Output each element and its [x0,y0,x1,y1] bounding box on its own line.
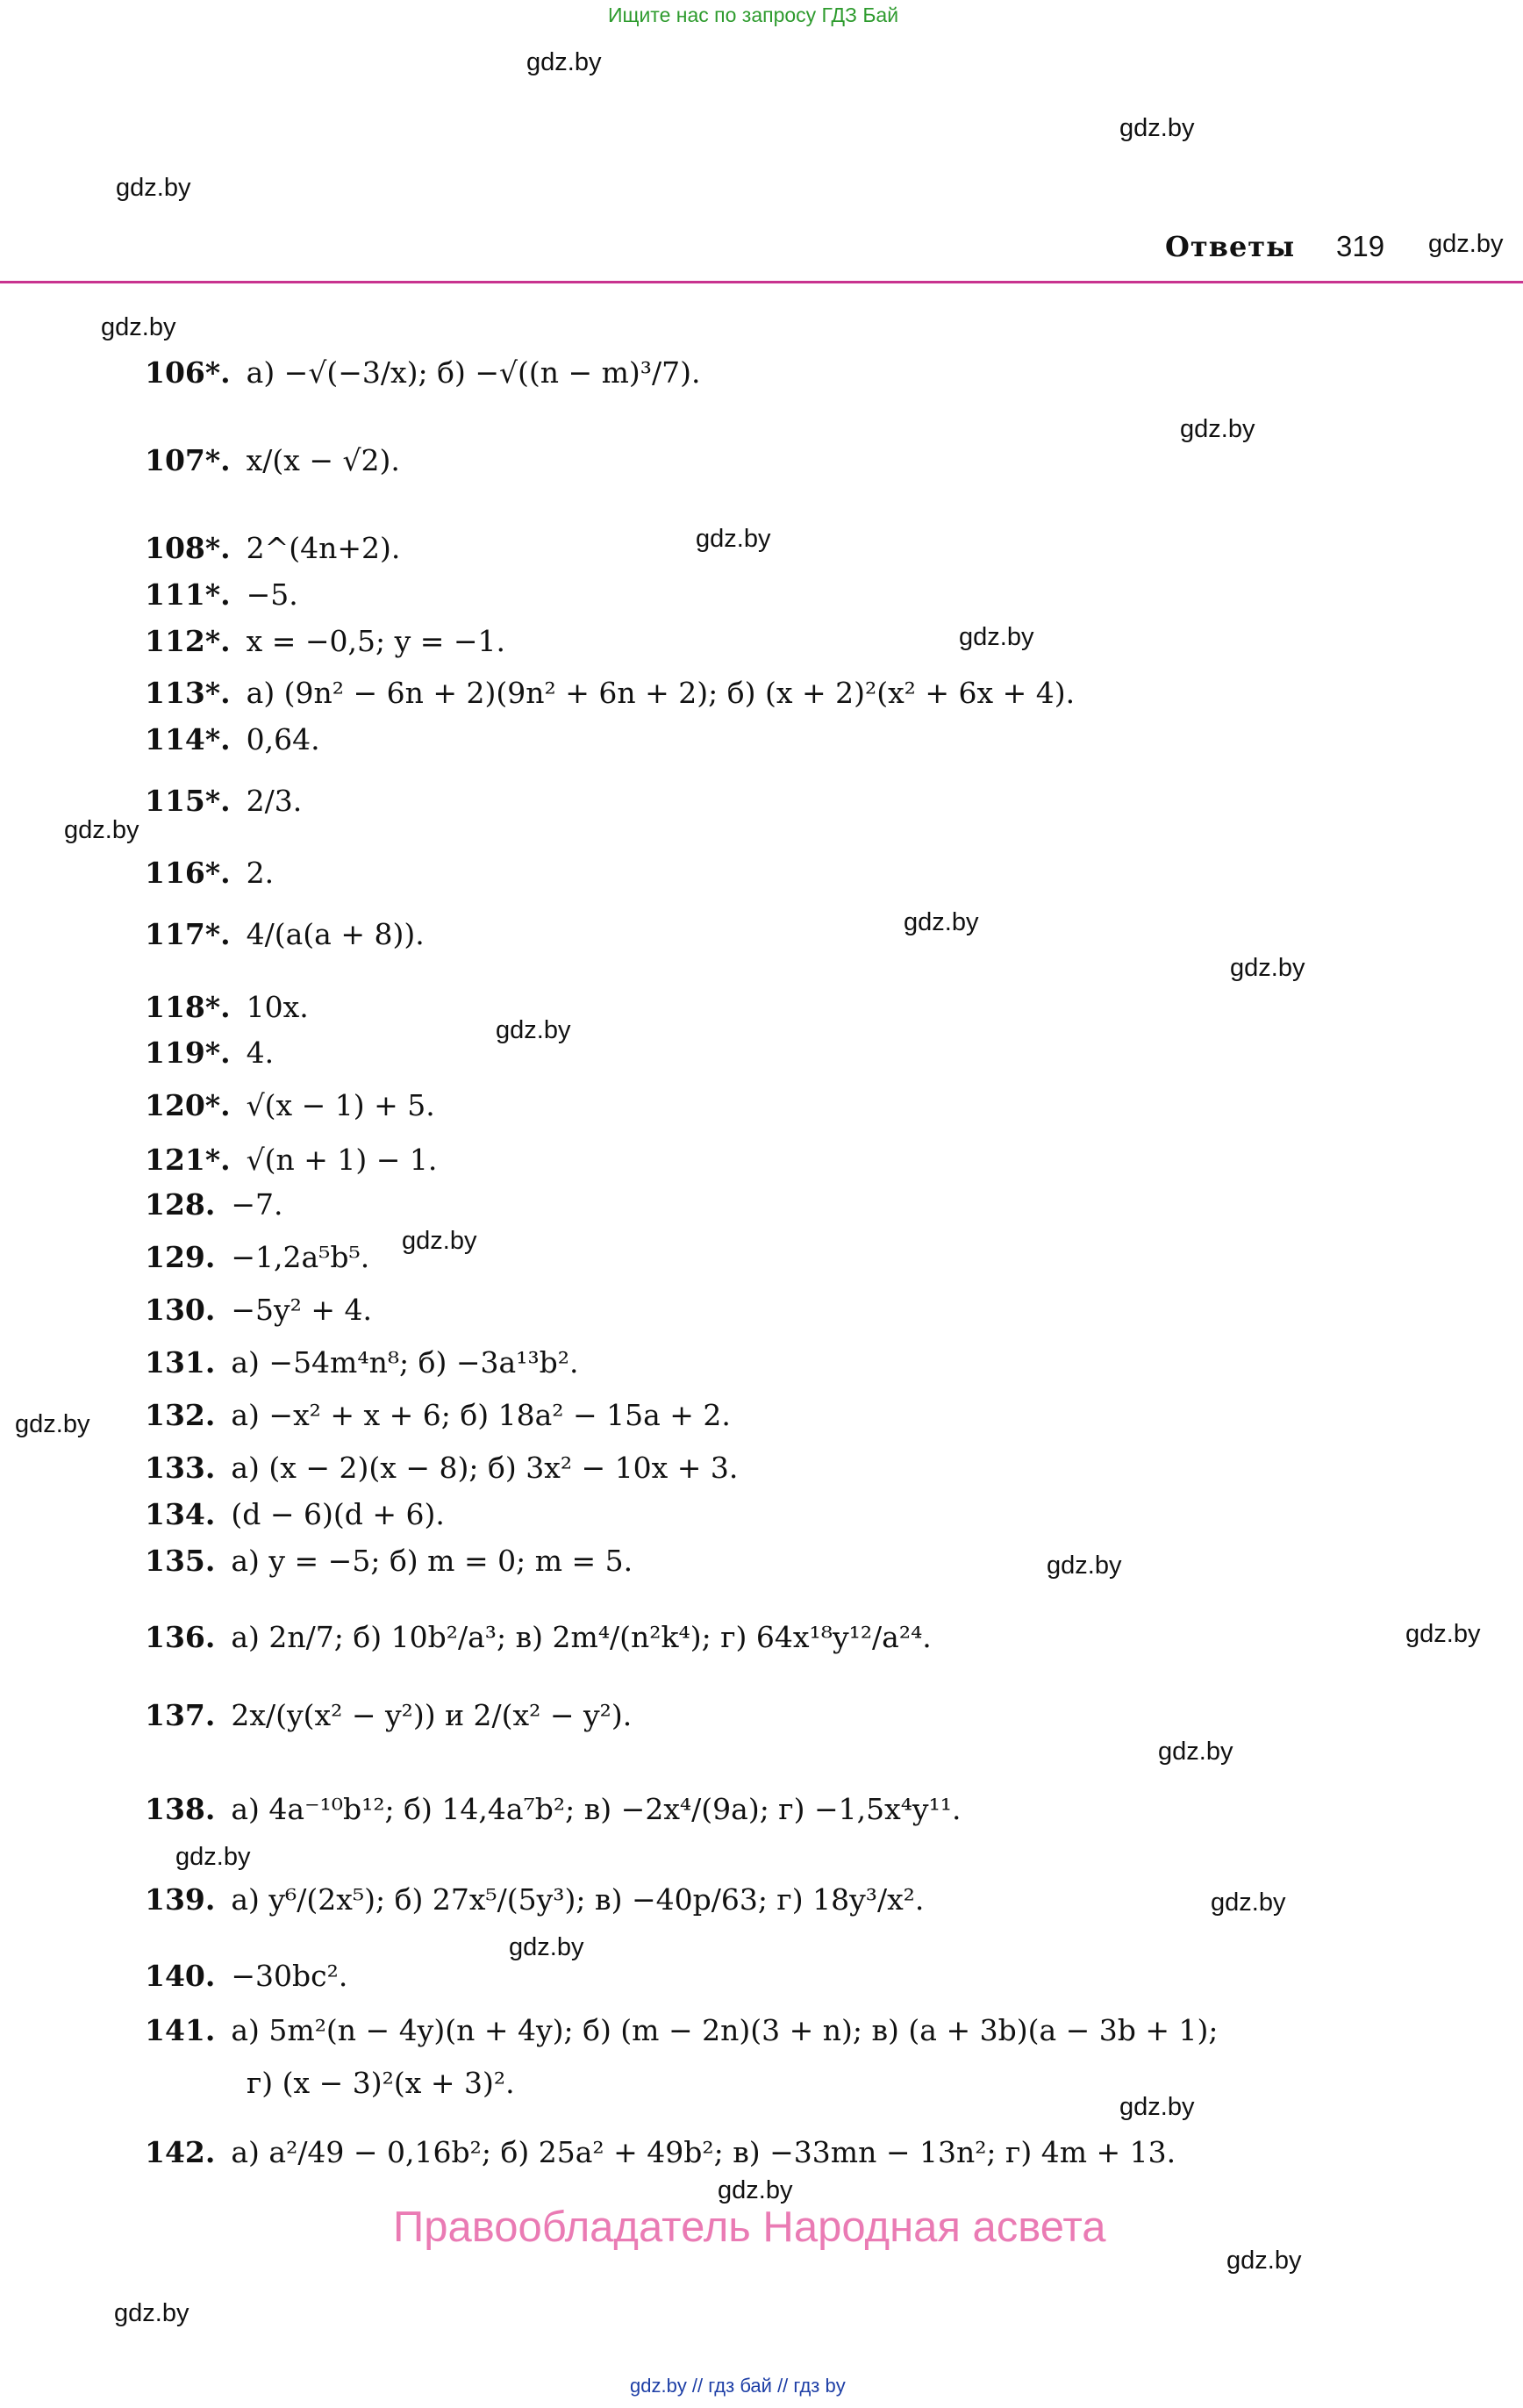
answer-number: 131. [145,1345,216,1380]
watermark: gdz.by [526,48,602,76]
answer-121 [145,1143,437,1178]
answer-137 [145,1698,632,1733]
watermark: gdz.by [64,816,139,844]
answer-text: √(n + 1) − 1. [246,1143,438,1177]
answer-number: 112*. [145,624,231,658]
answer-106 [145,355,701,391]
answer-text: −30bc². [231,1959,348,1993]
answer-text: x = −0,5; y = −1. [246,624,506,658]
answer-text: а) 4a⁻¹⁰b¹²; б) 14,4a⁷b²; в) −2x⁴/(9a); г) −1,5x⁴y¹¹. [231,1792,962,1826]
answer-117 [145,917,425,952]
watermark: gdz.by [1047,1552,1122,1580]
footer-links: gdz.by // гдз бай // гдз by [630,2375,846,2397]
answer-118 [145,990,309,1025]
watermark: gdz.by [1230,954,1305,982]
answer-129 [145,1240,369,1275]
answer-text: а) y⁶/(2x⁵); б) 27x⁵/(5y³); в) −40p/63; г) 18y³/x². [231,1882,925,1917]
answer-number: 135. [145,1544,216,1578]
answer-number: 141. [145,2013,216,2047]
answer-141 [145,2013,1219,2048]
copyright-notice: Правообладатель Народная асвета [393,2204,1106,2251]
watermark: gdz.by [718,2176,793,2204]
answer-119 [145,1036,274,1071]
answer-139 [145,1882,924,1917]
answer-text: а) y = −5; б) m = 0; m = 5. [231,1544,633,1578]
answer-number: 114*. [145,722,231,756]
answer-number: 119*. [145,1036,231,1070]
answer-text: г) (x − 3)²(x + 3)². [247,2066,515,2100]
answer-text: а) a²/49 − 0,16b²; б) 25a² + 49b²; в) −33mn − 13n²; г) 4m + 13. [231,2135,1176,2169]
watermark: gdz.by [116,174,191,202]
answer-132 [145,1398,731,1433]
answer-number: 140. [145,1959,216,1993]
answer-number: 118*. [145,990,231,1024]
answer-number: 120*. [145,1088,231,1122]
answer-number: 133. [145,1451,216,1485]
answer-number: 129. [145,1240,216,1274]
answer-text: 0,64. [246,722,320,756]
answer-number: 134. [145,1497,216,1531]
answer-number: 107*. [145,443,231,477]
answer-134 [145,1497,445,1532]
answer-number: 106*. [145,355,231,390]
answer-text: 10x. [246,990,309,1024]
answer-text: −5y² + 4. [231,1293,373,1327]
answer-136 [145,1620,932,1655]
answer-text: 4/(a(a + 8)). [246,917,425,951]
watermark: gdz.by [696,525,771,553]
watermark: gdz.by [1158,1738,1233,1766]
watermark: gdz.by [114,2299,189,2327]
watermark: gdz.by [496,1016,571,1044]
header-title: Ответы [1165,230,1296,263]
answer-text: а) 5m²(n − 4y)(n + 4y); б) (m − 2n)(3 + n); в) (a + 3b)(a − 3b + 1); [231,2013,1219,2047]
answer-text: −7. [231,1187,283,1222]
answer-114 [145,722,320,757]
answer-text: а) 2n/7; б) 10b²/a³; в) 2m⁴/(n²k⁴); г) 64x¹⁸y¹²/a²⁴. [231,1620,932,1654]
watermark: gdz.by [1428,230,1504,258]
answer-text: а) −x² + x + 6; б) 18a² − 15a + 2. [231,1398,731,1432]
watermark: gdz.by [1211,1888,1286,1917]
answer-text: −1,2a⁵b⁵. [231,1240,370,1274]
watermark: gdz.by [1226,2247,1302,2275]
answer-text: 2. [246,856,275,890]
answer-number: 121*. [145,1143,231,1177]
answer-text: 2x/(y(x² − y²)) и 2/(x² − y²). [231,1698,633,1732]
answer-142 [145,2135,1176,2170]
answer-text: а) −√(−3/x); б) −√((n − m)³/7). [246,355,701,390]
answer-135 [145,1544,633,1579]
answer-number: 111*. [145,577,231,612]
watermark: gdz.by [1180,415,1255,443]
watermark: gdz.by [175,1843,251,1871]
answer-number: 116*. [145,856,231,890]
page-number: 319 [1336,230,1385,262]
watermark: gdz.by [1405,1620,1481,1648]
answer-number: 136. [145,1620,216,1654]
answer-text: а) −54m⁴n⁸; б) −3a¹³b². [231,1345,579,1380]
answer-number: 130. [145,1293,216,1327]
answer-113 [145,676,1075,711]
answer-number: 139. [145,1882,216,1917]
watermark: gdz.by [959,623,1034,651]
answer-number: 113*. [145,676,231,710]
watermark: gdz.by [402,1227,477,1255]
answer-number: 137. [145,1698,216,1732]
answer-number: 128. [145,1187,216,1222]
answer-text: а) (9n² − 6n + 2)(9n² + 6n + 2); б) (x + 2)²(x² + 6x + 4). [246,676,1076,710]
answer-number: 108*. [145,531,231,565]
answer-text: x/(x − √2). [246,443,400,477]
answer-141-continued [231,2066,515,2101]
watermark: gdz.by [101,313,176,341]
answer-133 [145,1451,738,1486]
answer-number: 117*. [145,917,231,951]
answer-number: 142. [145,2135,216,2169]
answer-107 [145,443,400,478]
answer-120 [145,1088,435,1123]
answer-138 [145,1792,962,1827]
answer-text: 2^(4n+2). [246,531,401,565]
watermark: gdz.by [1119,2093,1195,2121]
answer-text: (d − 6)(d + 6). [231,1497,445,1531]
answer-text: −5. [246,577,298,612]
watermark: gdz.by [904,908,979,936]
answer-131 [145,1345,579,1380]
answer-108 [145,531,400,566]
answer-number: 132. [145,1398,216,1432]
watermark: gdz.by [509,1933,584,1961]
answer-text: √(x − 1) + 5. [246,1088,435,1122]
answer-140 [145,1959,347,1994]
answer-111 [145,577,298,613]
answer-text: 2/3. [246,784,303,818]
answer-128 [145,1187,283,1222]
answer-number: 138. [145,1792,216,1826]
answer-number: 115*. [145,784,231,818]
answer-115 [145,784,302,819]
top-note: Ищите нас по запросу ГДЗ Бай [608,4,899,26]
answer-130 [145,1293,372,1328]
answer-text: а) (x − 2)(x − 8); б) 3x² − 10x + 3. [231,1451,739,1485]
header-rule [0,281,1523,283]
answer-116 [145,856,274,891]
watermark: gdz.by [1119,114,1195,142]
answer-text: 4. [246,1036,275,1070]
answer-112 [145,624,505,659]
watermark: gdz.by [15,1410,90,1438]
